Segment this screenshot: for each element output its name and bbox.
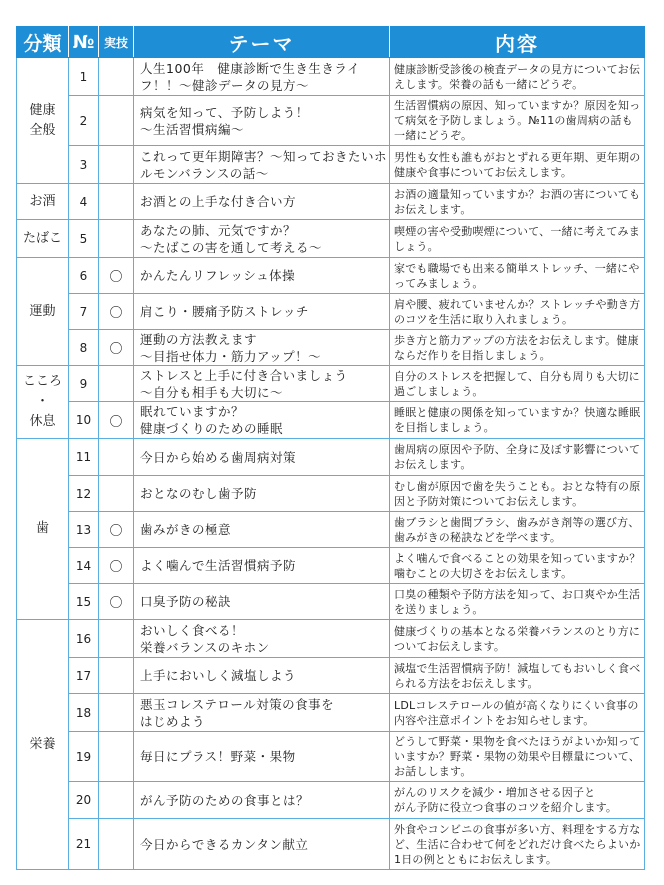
program-table <box>16 26 645 870</box>
row-number: 19 <box>69 732 99 782</box>
table-row <box>17 819 645 870</box>
row-theme: 運動の方法教えます 〜目指せ体力・筋力アップ！〜 <box>134 330 390 366</box>
row-theme: これって更年期障害？〜知っておきたいホルモンバランスの話〜 <box>134 146 390 184</box>
table-row <box>17 96 645 146</box>
practice-mark <box>99 146 134 184</box>
row-content: どうして野菜・果物を食べたほうがよいか知っていますか？野菜・果物の効果や目標量について、お話しします。 <box>390 732 645 782</box>
table-row <box>17 366 645 402</box>
header-theme: テーマ <box>134 27 390 58</box>
table-row <box>17 146 645 184</box>
category-nutrition: 栄養 <box>17 620 69 870</box>
row-theme: ストレスと上手に付き合いましょう 〜自分も相手も大切に〜 <box>134 366 390 402</box>
row-content: むし歯が原因で歯を失うことも。おとな特有の原因と予防対策についてお伝えします。 <box>390 476 645 512</box>
row-theme: 悪玉コレステロール対策の食事を はじめよう <box>134 694 390 732</box>
practice-mark <box>99 96 134 146</box>
row-theme: よく噛んで生活習慣病予防 <box>134 548 390 584</box>
category-alcohol: お酒 <box>17 184 69 220</box>
row-theme: おいしく食べる！ 栄養バランスのキホン <box>134 620 390 658</box>
practice-mark <box>99 732 134 782</box>
program-table-wrapper <box>16 26 644 870</box>
table-row <box>17 512 645 548</box>
practice-mark: 〇 <box>99 548 134 584</box>
row-content: 生活習慣病の原因、知っていますか？原因を知って病気を予防しましょう。№11の歯周病の話も一緒にどうぞ。 <box>390 96 645 146</box>
row-number: 11 <box>69 439 99 476</box>
category-tobacco: たばこ <box>17 220 69 258</box>
row-theme: 人生100年 健康診断で生き生きライフ！！〜健診データの見方〜 <box>134 58 390 96</box>
practice-mark <box>99 476 134 512</box>
table-row <box>17 476 645 512</box>
practice-mark <box>99 819 134 870</box>
row-number: 16 <box>69 620 99 658</box>
row-number: 3 <box>69 146 99 184</box>
header-number: № <box>69 27 99 58</box>
table-row <box>17 584 645 620</box>
row-theme: 口臭予防の秘訣 <box>134 584 390 620</box>
row-content: 喫煙の害や受動喫煙について、一緒に考えてみましょう。 <box>390 220 645 258</box>
header-practice: 実技 <box>99 27 134 58</box>
row-content: 睡眠と健康の関係を知っていますか？快適な睡眠を目指しましょう。 <box>390 402 645 439</box>
practice-mark <box>99 439 134 476</box>
table-row <box>17 402 645 439</box>
table-row <box>17 58 645 96</box>
row-content: 自分のストレスを把握して、自分も周りも大切に過ごしましょう。 <box>390 366 645 402</box>
table-row <box>17 439 645 476</box>
table-row <box>17 184 645 220</box>
practice-mark <box>99 366 134 402</box>
row-content: 口臭の種類や予防方法を知って、お口爽やか生活を送りましょう。 <box>390 584 645 620</box>
practice-mark <box>99 184 134 220</box>
row-theme: 歯みがきの極意 <box>134 512 390 548</box>
row-content: 外食やコンビニの食事が多い方、料理をする方など、生活に合わせて何をどれだけ食べたらよいか1日の例とともにお伝えします。 <box>390 819 645 870</box>
header-content: 内容 <box>390 27 645 58</box>
row-number: 18 <box>69 694 99 732</box>
row-theme: 眠れていますか？ 健康づくりのための睡眠 <box>134 402 390 439</box>
row-theme: 上手においしく減塩しよう <box>134 658 390 694</box>
row-theme: かんたんリフレッシュ体操 <box>134 258 390 294</box>
table-row <box>17 330 645 366</box>
practice-mark: 〇 <box>99 584 134 620</box>
row-content: 肩や腰、疲れていませんか？ストレッチや動き方のコツを生活に取り入れましょう。 <box>390 294 645 330</box>
row-content: 家でも職場でも出来る簡単ストレッチ、一緒にやってみましょう。 <box>390 258 645 294</box>
row-number: 5 <box>69 220 99 258</box>
category-general-health: 健康 全般 <box>17 58 69 184</box>
row-number: 17 <box>69 658 99 694</box>
category-teeth: 歯 <box>17 439 69 620</box>
row-content: がんのリスクを減少・増加させる因子と がん予防に役立つ食事のコツを紹介します。 <box>390 782 645 819</box>
row-number: 7 <box>69 294 99 330</box>
practice-mark: 〇 <box>99 294 134 330</box>
practice-mark <box>99 620 134 658</box>
row-content: 健康づくりの基本となる栄養バランスのとり方についてお伝えします。 <box>390 620 645 658</box>
header-category: 分類 <box>17 27 69 58</box>
row-content: 減塩で生活習慣病予防！減塩してもおいしく食べられる方法をお伝えします。 <box>390 658 645 694</box>
row-content: よく噛んで食べることの効果を知っていますか？噛むことの大切さをお伝えします。 <box>390 548 645 584</box>
practice-mark <box>99 220 134 258</box>
row-number: 8 <box>69 330 99 366</box>
practice-mark <box>99 658 134 694</box>
row-content: 歯ブラシと歯間ブラシ、歯みがき剤等の選び方、歯みがきの秘訣などを学べます。 <box>390 512 645 548</box>
practice-mark: 〇 <box>99 330 134 366</box>
practice-mark: 〇 <box>99 512 134 548</box>
table-row <box>17 620 645 658</box>
row-number: 20 <box>69 782 99 819</box>
practice-mark: 〇 <box>99 258 134 294</box>
category-mind-rest: こころ ・ 休息 <box>17 366 69 439</box>
row-content: お酒の適量知っていますか？お酒の害についてもお伝えします。 <box>390 184 645 220</box>
table-row <box>17 658 645 694</box>
row-content: 歩き方と筋力アップの方法をお伝えします。健康ならだ作りを目指しましょう。 <box>390 330 645 366</box>
row-theme: 肩こり・腰痛予防ストレッチ <box>134 294 390 330</box>
row-theme: 毎日にプラス！野菜・果物 <box>134 732 390 782</box>
table-row <box>17 732 645 782</box>
row-theme: 今日から始める歯周病対策 <box>134 439 390 476</box>
table-row <box>17 782 645 819</box>
row-theme: 病気を知って、予防しよう！ 〜生活習慣病編〜 <box>134 96 390 146</box>
row-theme: あなたの肺、元気ですか？ 〜たばこの害を通して考える〜 <box>134 220 390 258</box>
row-number: 21 <box>69 819 99 870</box>
table-row <box>17 694 645 732</box>
table-row <box>17 294 645 330</box>
row-theme: がん予防のための食事とは？ <box>134 782 390 819</box>
row-number: 13 <box>69 512 99 548</box>
row-content: 健康診断受診後の検査データの見方についてお伝えします。栄養の話も一緒にどうぞ。 <box>390 58 645 96</box>
row-content: LDLコレステロールの値が高くなりにくい食事の内容や注意ポイントをお知らせします。 <box>390 694 645 732</box>
row-theme: お酒との上手な付き合い方 <box>134 184 390 220</box>
row-content: 男性も女性も誰もがおとずれる更年期、更年期の健康や食事についてお伝えします。 <box>390 146 645 184</box>
practice-mark <box>99 694 134 732</box>
category-exercise: 運動 <box>17 258 69 366</box>
row-number: 14 <box>69 548 99 584</box>
table-row <box>17 220 645 258</box>
row-number: 9 <box>69 366 99 402</box>
table-row <box>17 258 645 294</box>
row-number: 4 <box>69 184 99 220</box>
row-content: 歯周病の原因や予防、全身に及ぼす影響についてお伝えします。 <box>390 439 645 476</box>
header-row <box>17 27 645 58</box>
practice-mark <box>99 58 134 96</box>
row-theme: おとなのむし歯予防 <box>134 476 390 512</box>
row-number: 2 <box>69 96 99 146</box>
table-row <box>17 548 645 584</box>
practice-mark: 〇 <box>99 402 134 439</box>
row-number: 12 <box>69 476 99 512</box>
row-number: 10 <box>69 402 99 439</box>
row-number: 6 <box>69 258 99 294</box>
row-number: 1 <box>69 58 99 96</box>
row-number: 15 <box>69 584 99 620</box>
practice-mark <box>99 782 134 819</box>
row-theme: 今日からできるカンタン献立 <box>134 819 390 870</box>
